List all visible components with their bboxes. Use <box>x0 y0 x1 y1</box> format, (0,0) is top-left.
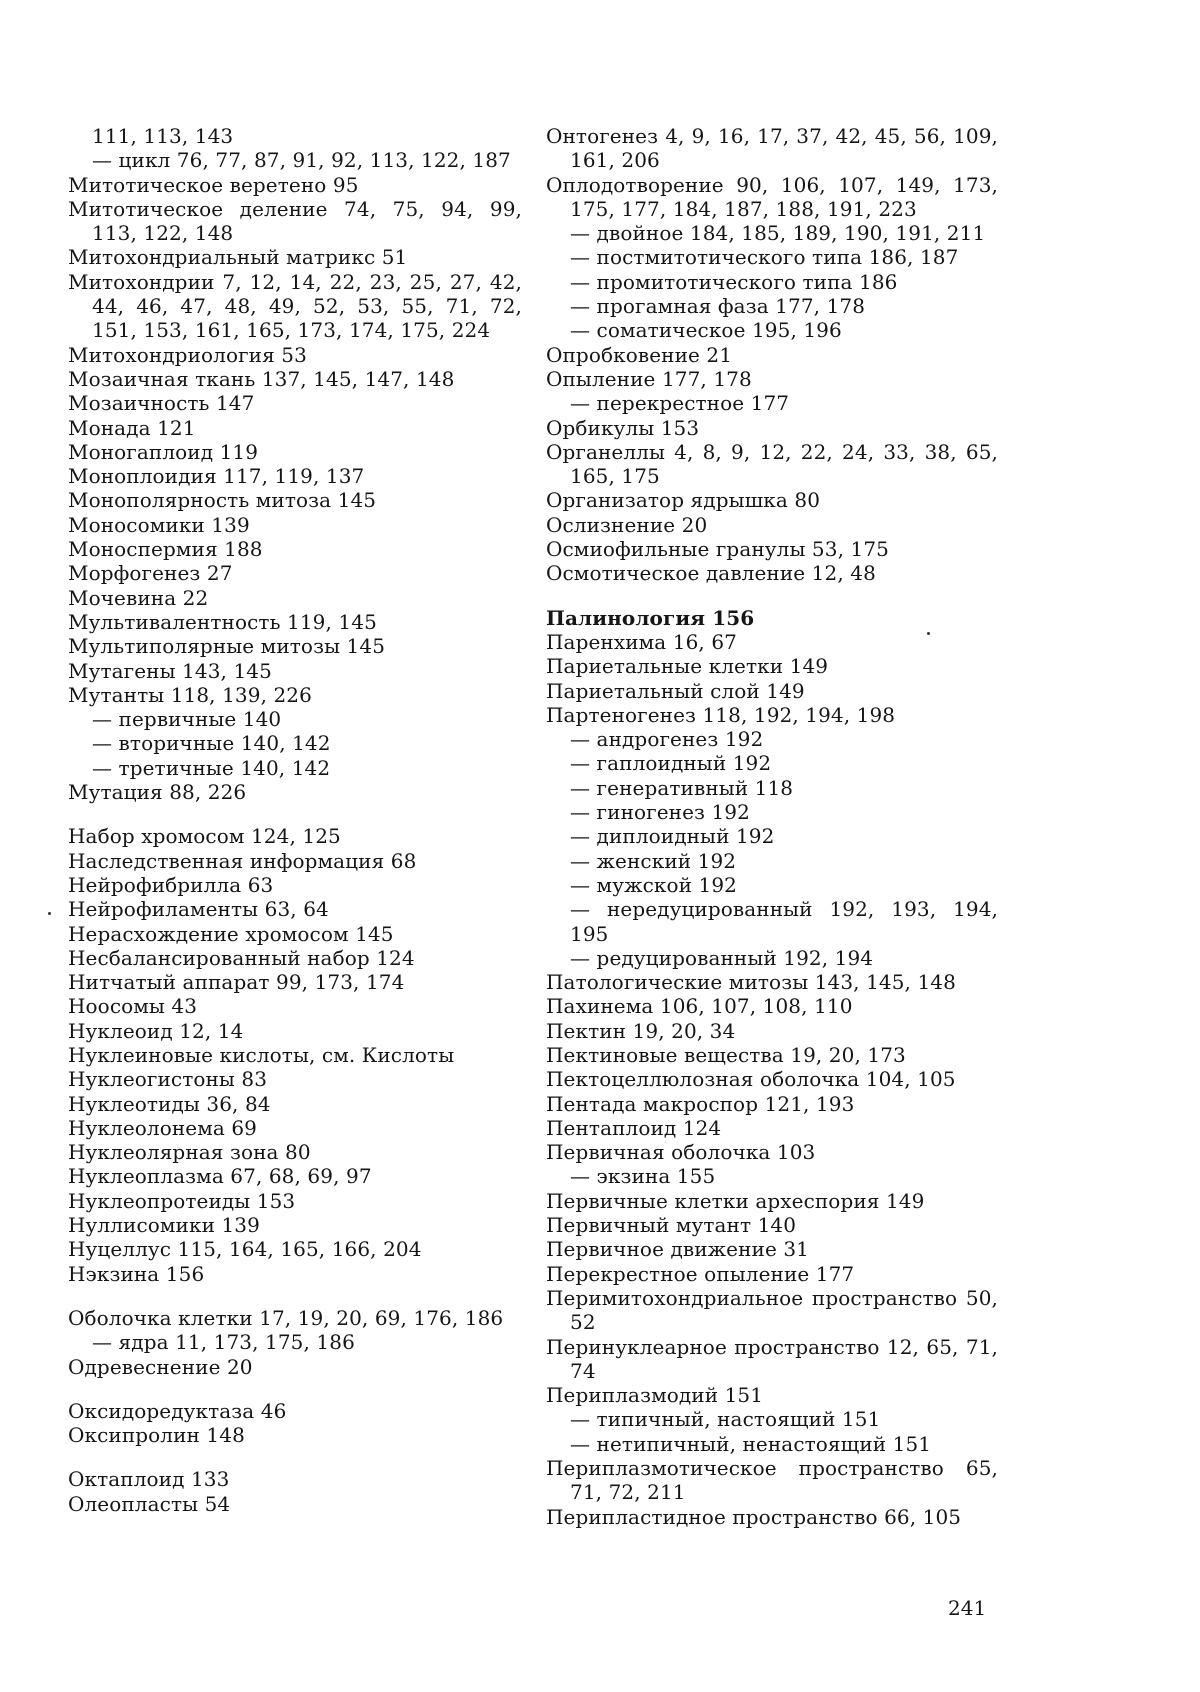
index-entry: Набор хромосом 124, 125 <box>68 824 341 849</box>
index-entry: Одревеснение 20 <box>68 1354 253 1379</box>
index-subentry: — редуцированный 192, 194 <box>570 945 874 970</box>
index-entry: Орбикулы 153 <box>546 415 700 440</box>
index-entry: Митохондриальный матрикс 51 <box>68 245 408 270</box>
index-entry: Перимитохондриальное пространство 50, 52 <box>546 1285 998 1335</box>
index-entry: Периплазмотическое пространство 65, 71, 72, 211 <box>546 1456 998 1505</box>
index-entry: Мозаичность 147 <box>68 391 255 416</box>
index-entry: Мутанты 118, 139, 226 <box>68 682 312 707</box>
index-entry: Партеногенез 118, 192, 194, 198 <box>546 702 896 727</box>
index-entry: Нуклеогистоны 83 <box>68 1067 268 1092</box>
index-entry: Перинуклеарное пространство 12, 65, 71, 74 <box>546 1334 998 1383</box>
index-subentry: — диплоидный 192 <box>570 824 775 849</box>
index-entry: Осмиофильные гранулы 53, 175 <box>546 537 889 562</box>
index-entry: Органеллы 4, 8, 9, 12, 22, 24, 33, 38, 65, 165, 175 <box>546 439 998 489</box>
index-entry: Мультиполярные митозы 145 <box>68 634 386 659</box>
index-entry: Митотическое веретено 95 <box>68 172 359 197</box>
index-entry: Митотическое деление 74, 75, 94, 99, 113, 122, 148 <box>68 196 522 246</box>
index-subentry: — вторичные 140, 142 <box>92 731 331 756</box>
index-entry: Моноспермия 188 <box>68 537 263 562</box>
index-column-left <box>68 124 522 1516</box>
index-entry: Моноплоидия 117, 119, 137 <box>68 464 365 489</box>
index-entry: Мультивалентность 119, 145 <box>68 609 377 634</box>
index-entry: Октаплоид 133 <box>68 1467 230 1492</box>
index-subentry: — типичный, настоящий 151 <box>570 1407 881 1432</box>
page-number: 241 <box>948 1596 987 1620</box>
index-subentry: — первичные 140 <box>92 707 282 732</box>
index-entry: Олеопласты 54 <box>68 1491 231 1516</box>
index-entry: Опыление 177, 178 <box>546 366 752 391</box>
index-entry: Несбалансированный набор 124 <box>68 945 415 970</box>
index-entry: Митохондрии 7, 12, 14, 22, 23, 25, 27, 42, 44, 46, 47, 48, 49, 52, 53, 55, 71, 72, 151, 153, 161, 165, 173, 174, 175, 224 <box>68 269 522 343</box>
index-entry: Париетальный слой 149 <box>546 678 805 703</box>
index-entry: Осмотическое давление 12, 48 <box>546 561 876 586</box>
index-subentry: — соматическое 195, 196 <box>570 318 842 343</box>
index-entry: Нуклеиновые кислоты, см. Кислоты <box>68 1042 455 1067</box>
index-subentry: — гаплоидный 192 <box>570 751 772 776</box>
index-subentry: — женский 192 <box>570 848 737 873</box>
index-entry: Нуцеллус 115, 164, 165, 166, 204 <box>68 1237 422 1262</box>
index-subentry: — гиногенез 192 <box>570 800 750 825</box>
index-entry: Нитчатый аппарат 99, 173, 174 <box>68 970 405 995</box>
index-entry: Моногаплоид 119 <box>68 439 259 464</box>
index-entry: Первичные клетки археспория 149 <box>546 1188 925 1213</box>
index-entry: Наследственная информация 68 <box>68 848 417 873</box>
index-subentry: — прогамная фаза 177, 178 <box>570 294 866 319</box>
index-entry: Патологические митозы 143, 145, 148 <box>546 970 956 995</box>
index-entry: Оболочка клетки 17, 19, 20, 69, 176, 186 <box>68 1305 504 1330</box>
index-entry: Ослизнение 20 <box>546 512 708 537</box>
index-entry: Первичная оболочка 103 <box>546 1140 816 1165</box>
index-subentry: — промитотического типа 186 <box>570 269 898 294</box>
index-entry: Первичный мутант 140 <box>546 1213 797 1238</box>
index-entry: Периплазмодий 151 <box>546 1383 764 1408</box>
index-entry: Мутация 88, 226 <box>68 780 247 805</box>
index-entry: Оксипролин 148 <box>68 1423 245 1448</box>
index-entry: Митохондриология 53 <box>68 342 307 367</box>
index-entry: Нуклеоплазма 67, 68, 69, 97 <box>68 1164 372 1189</box>
index-subentry: — нетипичный, ненастоящий 151 <box>570 1431 932 1456</box>
index-entry: Нуллисомики 139 <box>68 1213 260 1238</box>
index-entry: Монада 121 <box>68 415 196 440</box>
index-subentry: — третичные 140, 142 <box>92 755 331 780</box>
index-entry: Пектин 19, 20, 34 <box>546 1018 736 1043</box>
index-subentry: — генеративный 118 <box>570 775 794 800</box>
index-subentry: — андрогенез 192 <box>570 727 764 752</box>
index-entry: Нуклеотиды 36, 84 <box>68 1091 271 1116</box>
index-subentry: — цикл 76, 77, 87, 91, 92, 113, 122, 187 <box>92 148 511 173</box>
index-entry: Первичное движение 31 <box>546 1237 809 1262</box>
index-subentry: — двойное 184, 185, 189, 190, 191, 211 <box>570 221 986 246</box>
index-subentry: — нередуцированный 192, 193, 194, 195 <box>570 897 998 946</box>
index-subentry: — постмитотического типа 186, 187 <box>570 245 959 270</box>
index-entry: Монополярность митоза 145 <box>68 488 377 513</box>
index-entry: Моносомики 139 <box>68 512 250 537</box>
print-speck <box>48 912 51 915</box>
index-entry: Нуклеоид 12, 14 <box>68 1018 244 1043</box>
index-entry: Организатор ядрышка 80 <box>546 488 821 513</box>
index-entry: Мутагены 143, 145 <box>68 658 272 683</box>
index-entry: Мозаичная ткань 137, 145, 147, 148 <box>68 366 455 391</box>
index-subentry: — мужской 192 <box>570 872 737 897</box>
index-column-right <box>546 124 998 1529</box>
index-subentry: — ядра 11, 173, 175, 186 <box>92 1330 355 1355</box>
index-entry: 111, 113, 143 <box>92 124 234 148</box>
index-entry: Опробковение 21 <box>546 342 733 367</box>
index-entry: Нуклеопротеиды 153 <box>68 1188 296 1213</box>
index-entry: Перекрестное опыление 177 <box>546 1261 855 1286</box>
index-entry: Палинология 156 <box>546 605 755 630</box>
index-entry: Пахинема 106, 107, 108, 110 <box>546 994 853 1019</box>
index-entry: Париетальные клетки 149 <box>546 654 829 679</box>
index-entry: Нуклеолярная зона 80 <box>68 1140 311 1165</box>
index-entry: Морфогенез 27 <box>68 561 233 586</box>
index-entry: Нэкзина 156 <box>68 1261 205 1286</box>
index-entry: Нерасхождение хромосом 145 <box>68 921 394 946</box>
index-entry: Пентада макроспор 121, 193 <box>546 1091 855 1116</box>
index-entry: Пентаплоид 124 <box>546 1115 722 1140</box>
index-entry: Нуклеолонема 69 <box>68 1115 257 1140</box>
index-subentry: — экзина 155 <box>570 1164 716 1189</box>
index-entry: Оплодотворение 90, 106, 107, 149, 173, 175, 177, 184, 187, 188, 191, 223 <box>546 172 998 221</box>
index-entry: Ноосомы 43 <box>68 994 198 1019</box>
index-entry: Мочевина 22 <box>68 585 209 610</box>
index-entry: Оксидоредуктаза 46 <box>68 1398 287 1423</box>
index-entry: Пектиновые вещества 19, 20, 173 <box>546 1042 906 1067</box>
index-entry: Нейрофиламенты 63, 64 <box>68 897 329 922</box>
index-entry: Перипластидное пространство 66, 105 <box>546 1504 962 1529</box>
index-entry: Паренхима 16, 67 <box>546 629 737 654</box>
index-subentry: — перекрестное 177 <box>570 391 790 416</box>
index-entry: Нейрофибрилла 63 <box>68 872 274 897</box>
print-speck <box>927 632 930 635</box>
index-entry: Онтогенез 4, 9, 16, 17, 37, 42, 45, 56, 109, 161, 206 <box>546 124 998 173</box>
index-entry: Пектоцеллюлозная оболочка 104, 105 <box>546 1067 956 1092</box>
